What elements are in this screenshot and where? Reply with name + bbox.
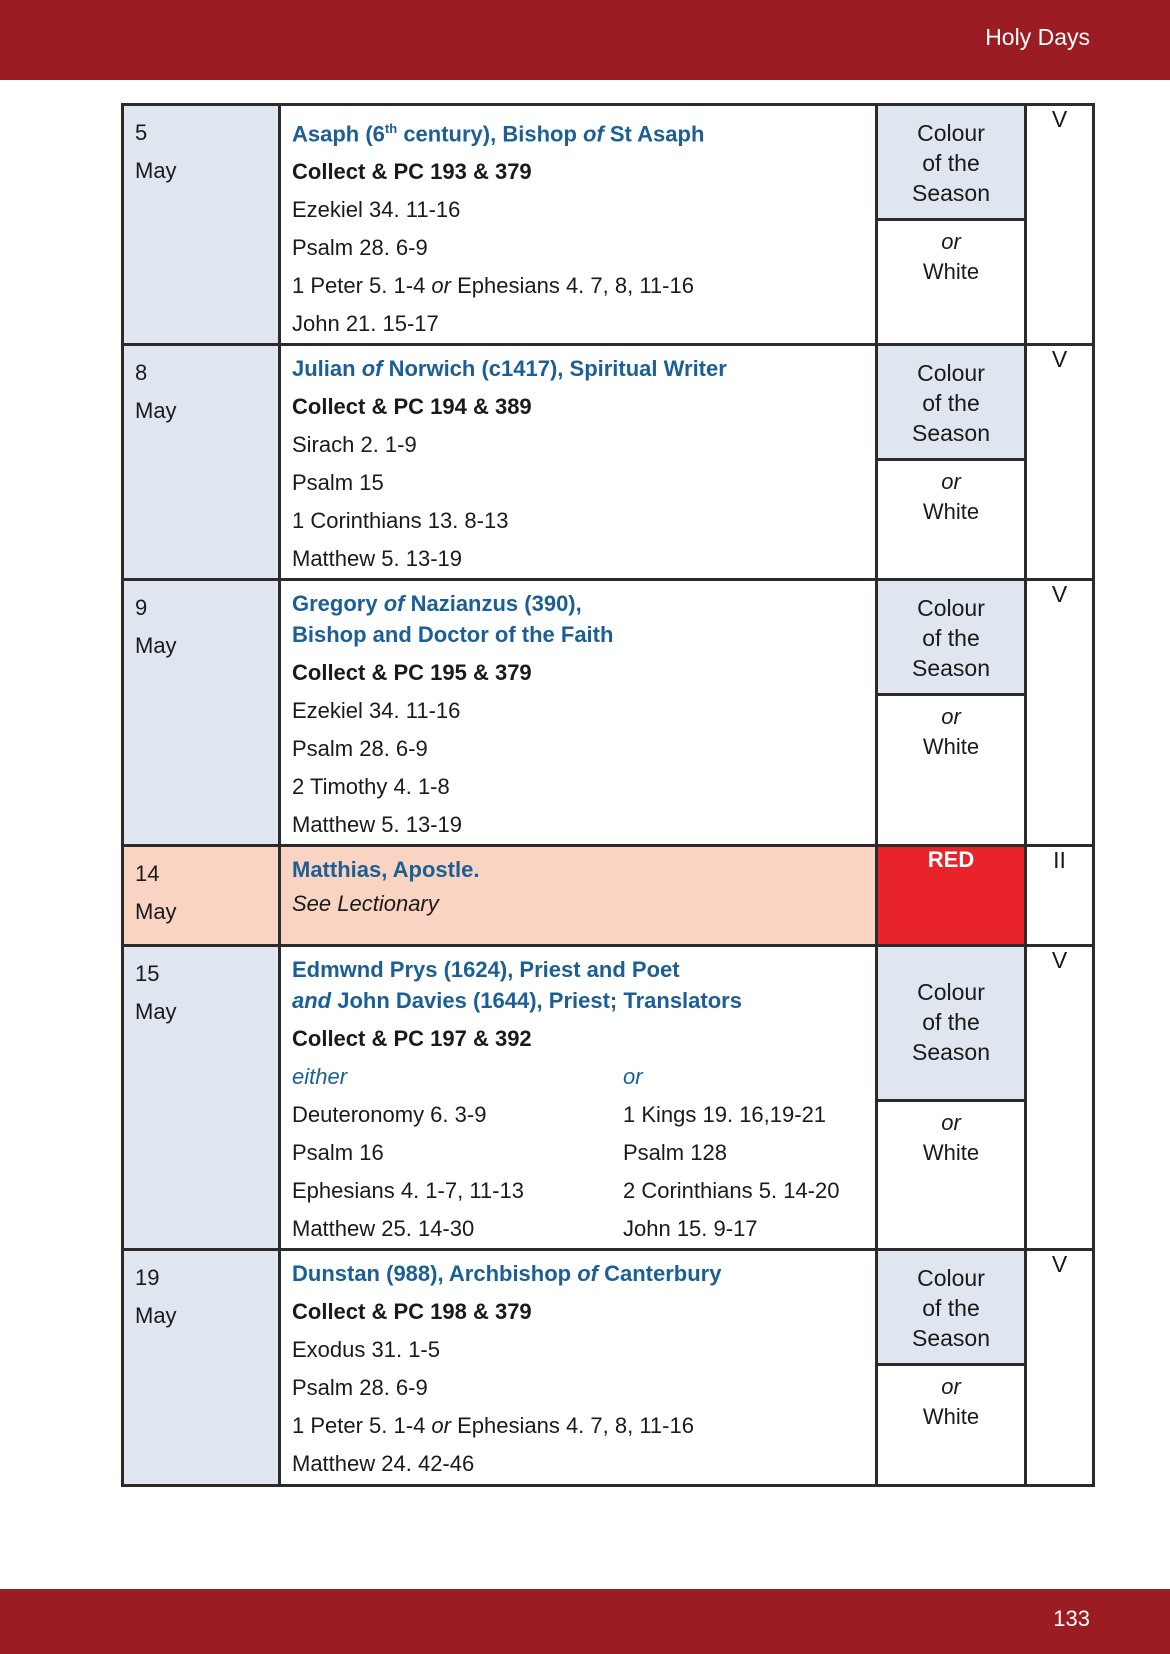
rank-cell: II — [1026, 846, 1094, 946]
reading: Psalm 28. 6-9 — [292, 1375, 428, 1401]
season-colour: Colour of the Season — [878, 581, 1024, 696]
date-cell — [123, 105, 280, 345]
page-number: 133 — [1053, 1606, 1090, 1631]
collect-line: Collect & PC 197 & 392 — [292, 1026, 532, 1052]
collect-line: Collect & PC 194 & 389 — [292, 394, 532, 420]
page-header — [0, 0, 1170, 80]
liturgical-colour-cell — [877, 345, 1026, 580]
lectionary-table — [121, 103, 1095, 1487]
month: May — [135, 158, 177, 183]
reading: Ephesians 4. 1-7, 11-13 — [292, 1178, 524, 1204]
observance-cell — [280, 580, 877, 846]
date-cell — [123, 1250, 280, 1486]
alternative-colour: or White — [922, 704, 980, 760]
day: 9 — [135, 595, 148, 621]
day: 8 — [135, 360, 148, 386]
day: 15 — [135, 961, 160, 987]
lectionary-note: See Lectionary — [292, 891, 439, 917]
rank-cell: V — [1026, 1250, 1094, 1486]
observance-title: Asaph (6th century), Bishop of St Asaph — [292, 121, 705, 147]
rank-cell: V — [1026, 580, 1094, 846]
reading: Matthew 25. 14-30 — [292, 1216, 475, 1242]
reading: Ezekiel 34. 11-16 — [292, 698, 461, 724]
date-cell — [123, 946, 280, 1250]
month: May — [135, 899, 177, 925]
rank-cell: V — [1026, 946, 1094, 1250]
collect-line: Collect & PC 198 & 379 — [292, 1299, 532, 1325]
reading: Psalm 28. 6-9 — [292, 235, 428, 261]
or-label: or — [623, 1064, 643, 1090]
month: May — [135, 633, 177, 659]
reading: 1 Corinthians 13. 8-13 — [292, 508, 509, 534]
table-row — [123, 580, 1094, 846]
day: 5 — [135, 120, 148, 145]
liturgical-colour-cell — [877, 946, 1026, 1250]
observance-title: Julian of Norwich (c1417), Spiritual Writer — [292, 356, 727, 382]
page-footer — [0, 1589, 1170, 1654]
reading: Matthew 5. 13-19 — [292, 546, 462, 572]
date-cell — [123, 580, 280, 846]
reading: 1 Peter 5. 1-4 or Ephesians 4. 7, 8, 11-16 — [292, 1413, 694, 1439]
reading: 1 Peter 5. 1-4 or Ephesians 4. 7, 8, 11-16 — [292, 273, 694, 299]
observance-title: Edmwnd Prys (1624), Priest and Poet and John Davies (1644), Priest; Translators — [292, 957, 742, 1014]
reading: Psalm 15 — [292, 470, 384, 496]
month: May — [135, 999, 177, 1025]
reading: 2 Timothy 4. 1-8 — [292, 774, 450, 800]
either-readings — [292, 1058, 623, 1248]
reading: Deuteronomy 6. 3-9 — [292, 1102, 487, 1128]
month: May — [135, 398, 177, 424]
rank-cell: V — [1026, 345, 1094, 580]
reading: John 15. 9-17 — [623, 1216, 758, 1242]
season-colour: Colour of the Season — [878, 346, 1024, 461]
reading: Matthew 24. 42-46 — [292, 1451, 475, 1477]
alternative-readings — [292, 1058, 865, 1248]
reading: Psalm 128 — [623, 1140, 727, 1166]
season-colour: Colour of the Season — [878, 106, 1024, 221]
liturgical-colour-cell — [877, 580, 1026, 846]
date-cell — [123, 846, 280, 946]
table-row — [123, 846, 1094, 946]
day: 19 — [135, 1265, 160, 1291]
table-row — [123, 345, 1094, 580]
reading: 2 Corinthians 5. 14-20 — [623, 1178, 840, 1204]
alternative-colour: or White — [922, 469, 980, 525]
day: 14 — [135, 861, 160, 887]
alternative-colour: or White — [922, 229, 980, 284]
date-cell — [123, 345, 280, 580]
liturgical-colour-cell — [877, 1250, 1026, 1486]
collect-line: Collect & PC 195 & 379 — [292, 660, 532, 686]
season-colour: Colour of the Season — [878, 947, 1024, 1102]
reading: Ezekiel 34. 11-16 — [292, 197, 461, 223]
alternative-colour: or White — [922, 1110, 980, 1166]
table-row — [123, 946, 1094, 1250]
or-readings — [623, 1058, 865, 1248]
either-label: either — [292, 1064, 348, 1090]
observance-cell — [280, 105, 877, 345]
alternative-colour: or White — [922, 1374, 980, 1430]
reading: Matthew 5. 13-19 — [292, 812, 462, 838]
observance-title: Matthias, Apostle. — [292, 857, 480, 883]
season-colour: Colour of the Season — [878, 1251, 1024, 1366]
rank-cell: V — [1026, 105, 1094, 345]
reading: Exodus 31. 1-5 — [292, 1337, 440, 1363]
observance-cell — [280, 345, 877, 580]
liturgical-colour-cell — [877, 105, 1026, 345]
collect-line: Collect & PC 193 & 379 — [292, 159, 532, 185]
reading: 1 Kings 19. 16,19-21 — [623, 1102, 827, 1128]
observance-cell — [280, 1250, 877, 1486]
section-title: Holy Days — [985, 24, 1090, 50]
observance-title: Gregory of Nazianzus (390), Bishop and Doctor of the Faith — [292, 591, 614, 648]
observance-title: Dunstan (988), Archbishop of Canterbury — [292, 1261, 722, 1287]
observance-cell — [280, 946, 877, 1250]
reading: Psalm 16 — [292, 1140, 384, 1166]
reading: Psalm 28. 6-9 — [292, 736, 428, 762]
month: May — [135, 1303, 177, 1329]
red-colour-cell: RED — [877, 846, 1026, 946]
reading: John 21. 15-17 — [292, 311, 439, 337]
table-row — [123, 105, 1094, 345]
observance-cell — [280, 846, 877, 946]
reading: Sirach 2. 1-9 — [292, 432, 417, 458]
table-row — [123, 1250, 1094, 1486]
